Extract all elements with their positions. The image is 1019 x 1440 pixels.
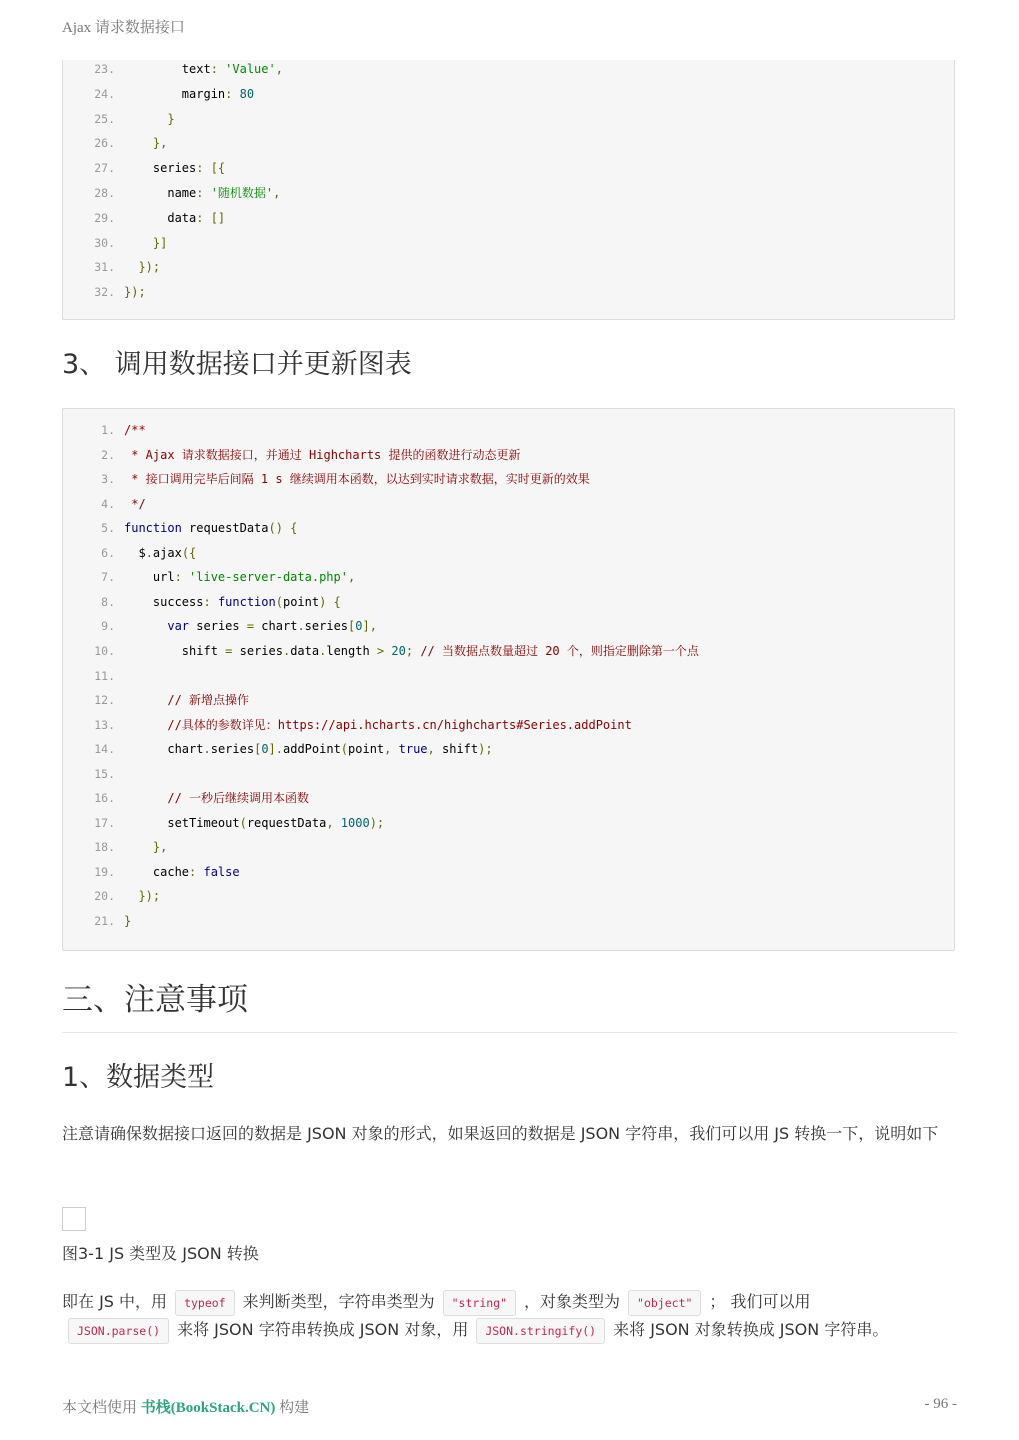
code-token: addPoint <box>283 742 341 757</box>
code-line <box>63 911 131 931</box>
inline-code-object: "object" <box>628 1290 701 1316</box>
code-token: //具体的参数详见：https://api.hcharts.cn/highcharts#Series.addPoint <box>167 717 632 732</box>
code-line <box>63 518 297 538</box>
line-number: 1. <box>101 423 115 437</box>
code-token: false <box>203 864 240 879</box>
code-token: $ <box>124 545 146 560</box>
code-token: point <box>348 742 385 757</box>
code-line <box>63 133 167 153</box>
code-text <box>124 285 146 299</box>
code-token: ( <box>340 742 349 757</box>
code-token: */ <box>124 496 146 511</box>
code-token: requestData <box>181 521 269 536</box>
code-token: series <box>210 742 255 757</box>
line-number: 20. <box>94 889 115 904</box>
paragraph-json-conversion <box>62 1288 957 1344</box>
code-line <box>63 469 590 489</box>
code-token: . <box>297 619 305 634</box>
line-number: 29. <box>94 210 115 225</box>
line-number: 8. <box>101 594 115 609</box>
text-segment: 来将 JSON 字符串转换成 JSON 对象，用 <box>177 1320 469 1339</box>
code-token: // 一秒后继续调用本函数 <box>167 791 310 806</box>
code-token: requestData <box>246 815 327 830</box>
text-segment: 来将 JSON 对象转换成 JSON 字符串。 <box>613 1320 889 1339</box>
line-number: 26. <box>94 136 115 151</box>
code-token: , <box>347 570 356 585</box>
code-token <box>124 791 167 805</box>
code-token <box>124 693 167 707</box>
code-line <box>63 233 167 253</box>
code-text <box>124 914 131 928</box>
code-text <box>124 521 297 535</box>
chapter-heading-notes: 三、注意事项 <box>62 982 248 1018</box>
code-token: : <box>174 570 190 585</box>
code-token: = <box>246 619 255 634</box>
code-token: ; <box>405 643 414 658</box>
code-token: ( <box>239 815 247 830</box>
code-text <box>124 62 283 76</box>
line-number: 30. <box>94 235 115 250</box>
code-text <box>124 840 167 854</box>
line-number: 11. <box>94 668 115 683</box>
chapter-divider <box>62 1032 957 1033</box>
code-token: : <box>225 86 240 101</box>
code-line <box>63 59 283 79</box>
code-token: true <box>398 742 428 757</box>
code-text <box>124 693 249 707</box>
code-line <box>63 813 384 833</box>
code-line <box>63 257 160 277</box>
code-token: }] <box>124 235 168 250</box>
line-number: 4. <box>101 496 115 511</box>
code-token: }, <box>124 840 168 855</box>
code-token: [ <box>254 742 262 757</box>
code-token: }); <box>124 285 146 300</box>
code-text <box>124 136 167 150</box>
line-number: 7. <box>101 570 115 585</box>
code-line <box>63 862 240 882</box>
code-token: chart <box>254 619 298 634</box>
code-text <box>124 546 196 560</box>
code-token: * Ajax 请求数据接口，并通过 Highcharts 提供的函数进行动态更新 <box>124 447 521 462</box>
code-line <box>63 282 146 302</box>
line-number: 12. <box>94 693 115 708</box>
code-token: 'Value' <box>225 62 276 76</box>
text-segment: 来判断类型，字符串类型为 <box>242 1292 435 1311</box>
code-token: = <box>225 643 233 658</box>
code-line <box>63 158 225 178</box>
code-token: success <box>124 594 204 609</box>
line-number: 2. <box>101 447 115 462</box>
code-text <box>124 570 355 584</box>
code-token <box>334 816 341 830</box>
line-number: 16. <box>94 791 115 806</box>
code-token: series <box>232 643 283 658</box>
line-number: 9. <box>101 619 115 634</box>
code-token: setTimeout <box>124 815 240 830</box>
line-number: 31. <box>94 260 115 275</box>
code-line <box>63 543 196 563</box>
code-line <box>63 886 160 906</box>
code-token: // 新增点操作 <box>167 693 250 708</box>
code-text <box>124 644 699 658</box>
code-token: ], <box>362 619 377 634</box>
code-line <box>63 616 377 636</box>
code-text <box>124 889 160 903</box>
code-token <box>391 742 398 756</box>
sub-heading-data-type: 1、数据类型 <box>62 1062 215 1093</box>
code-token: ); <box>478 742 493 757</box>
code-token: ( <box>275 594 283 609</box>
code-token: . <box>203 742 211 757</box>
code-token: text <box>124 62 211 76</box>
text-segment: ； 我们可以用 <box>709 1292 811 1311</box>
code-block-request-data <box>62 408 955 951</box>
code-token: . <box>282 643 291 658</box>
code-token: series <box>189 619 247 634</box>
code-line <box>63 666 124 686</box>
code-line <box>63 764 124 784</box>
page-number: - 96 - <box>924 1396 957 1412</box>
line-number: 15. <box>94 766 115 781</box>
code-line <box>63 715 632 735</box>
code-token: ajax <box>152 545 182 560</box>
line-number: 10. <box>94 643 115 658</box>
code-line <box>63 592 341 612</box>
code-line <box>63 445 521 465</box>
line-number: 21. <box>94 914 115 928</box>
footer-bookstack-link[interactable]: 书栈(BookStack.CN) <box>140 1400 276 1416</box>
code-token: . <box>145 545 153 560</box>
code-token: ); <box>369 815 385 830</box>
code-token: }); <box>124 260 161 275</box>
document-header-title: Ajax 请求数据接口 <box>62 20 185 36</box>
code-token: , <box>326 815 334 830</box>
code-token: shift <box>124 643 226 658</box>
line-number: 5. <box>101 521 115 536</box>
code-text <box>124 112 175 126</box>
code-token: length <box>326 643 377 658</box>
code-text <box>124 865 240 879</box>
text-segment: 即在 JS 中，用 <box>62 1292 168 1311</box>
line-number: 6. <box>101 545 115 560</box>
code-token: : [] <box>196 210 226 225</box>
code-token: 20 <box>391 643 406 658</box>
line-number: 28. <box>94 186 115 200</box>
figure-image-placeholder <box>62 1207 86 1231</box>
code-line <box>63 208 225 228</box>
code-text <box>124 497 146 511</box>
code-token: 1000 <box>340 815 370 830</box>
code-line <box>63 109 175 129</box>
code-text <box>124 186 280 200</box>
footer-attribution <box>62 1396 309 1417</box>
code-token: } <box>124 914 132 928</box>
code-text <box>124 423 146 437</box>
code-token: margin <box>124 86 226 101</box>
code-token: 80 <box>239 86 255 101</box>
inline-code-string: "string" <box>443 1290 516 1316</box>
code-text <box>124 161 225 175</box>
line-number: 18. <box>94 840 115 855</box>
code-token: : [{ <box>196 161 226 176</box>
code-token: url <box>124 570 175 585</box>
code-token: name <box>124 186 197 200</box>
code-token: : <box>203 594 218 609</box>
code-token: series <box>304 619 349 634</box>
code-line <box>63 420 146 440</box>
code-token: // 当数据点数量超过 20 个，则指定删除第一个点 <box>420 643 699 658</box>
code-line <box>63 84 254 104</box>
line-number: 3. <box>101 472 115 487</box>
code-token: . <box>319 643 327 658</box>
code-token: * 接口调用完毕后间隔 1 s 继续调用本函数，以达到实时请求数据，实时更新的效果 <box>124 472 590 487</box>
line-number: 32. <box>94 285 115 300</box>
code-token: function <box>124 521 182 536</box>
line-number: 25. <box>94 111 115 126</box>
code-token: : <box>189 864 204 879</box>
code-token: , <box>273 186 281 200</box>
code-token: /** <box>124 423 146 437</box>
code-token: function <box>217 594 276 609</box>
figure-caption: 图3-1 JS 类型及 JSON 转换 <box>62 1244 259 1263</box>
code-line <box>63 567 355 587</box>
code-token: , <box>384 742 392 757</box>
text-segment: ，对象类型为 <box>524 1292 621 1311</box>
line-number: 13. <box>94 717 115 732</box>
code-token <box>124 619 167 633</box>
line-number: 17. <box>94 815 115 830</box>
code-line <box>63 788 309 808</box>
code-token: ) { <box>319 594 341 609</box>
code-line <box>63 641 699 661</box>
code-token: ({ <box>181 545 197 560</box>
code-token: : <box>210 62 226 76</box>
code-token: shift <box>434 742 479 757</box>
inline-code-json-stringify: JSON.stringify() <box>476 1318 605 1344</box>
code-line <box>63 494 146 514</box>
code-line <box>63 183 280 203</box>
code-token: point <box>282 594 320 609</box>
code-token: data <box>124 210 197 225</box>
code-token: cache <box>124 864 190 879</box>
code-token: > <box>376 643 385 658</box>
code-token: }, <box>124 136 168 151</box>
code-text <box>124 718 632 732</box>
line-number: 24. <box>94 86 115 101</box>
code-token: data <box>290 643 320 658</box>
code-text <box>124 211 225 225</box>
code-text <box>124 472 590 486</box>
code-token: series <box>124 161 197 176</box>
code-token: ]. <box>268 742 283 757</box>
inline-code-typeof: typeof <box>175 1290 235 1316</box>
code-line <box>63 739 493 759</box>
footer-suffix: 构建 <box>275 1400 310 1416</box>
code-token: 0 <box>355 619 363 634</box>
code-block-chart-config <box>62 60 955 320</box>
code-token: 0 <box>261 742 269 757</box>
section-heading-update-chart: 3、 调用数据接口并更新图表 <box>62 349 412 380</box>
line-number: 23. <box>94 62 115 76</box>
code-token: () { <box>268 521 298 536</box>
code-text <box>124 87 254 101</box>
code-text <box>124 816 384 830</box>
code-token: 'live-server-data.php' <box>189 570 348 585</box>
code-token: chart <box>124 742 204 757</box>
code-text <box>124 742 493 756</box>
line-number: 19. <box>94 864 115 879</box>
code-token: }); <box>124 889 161 904</box>
footer-prefix: 本文档使用 <box>62 1400 141 1416</box>
code-text <box>124 791 309 805</box>
code-text <box>124 236 167 250</box>
code-line <box>63 690 249 710</box>
code-token <box>124 718 167 732</box>
code-text <box>124 595 341 609</box>
code-token: , <box>427 742 435 757</box>
inline-code-json-parse: JSON.parse() <box>68 1318 169 1344</box>
code-token: [ <box>348 619 356 634</box>
code-line <box>63 837 167 857</box>
code-text <box>124 619 377 633</box>
line-number: 27. <box>94 161 115 176</box>
code-token: '随机数据' <box>210 186 274 200</box>
code-token: var <box>167 619 190 634</box>
code-text <box>124 448 521 462</box>
line-number: 14. <box>94 742 115 757</box>
paragraph-json-note: 注意请确保数据接口返回的数据是 JSON 对象的形式，如果返回的数据是 JSON 字符串，我们可以用 JS 转换一下，说明如下 <box>62 1124 939 1143</box>
code-token: , <box>275 62 283 76</box>
code-token: : <box>196 186 211 200</box>
code-token: } <box>124 111 175 126</box>
code-text <box>124 260 160 274</box>
